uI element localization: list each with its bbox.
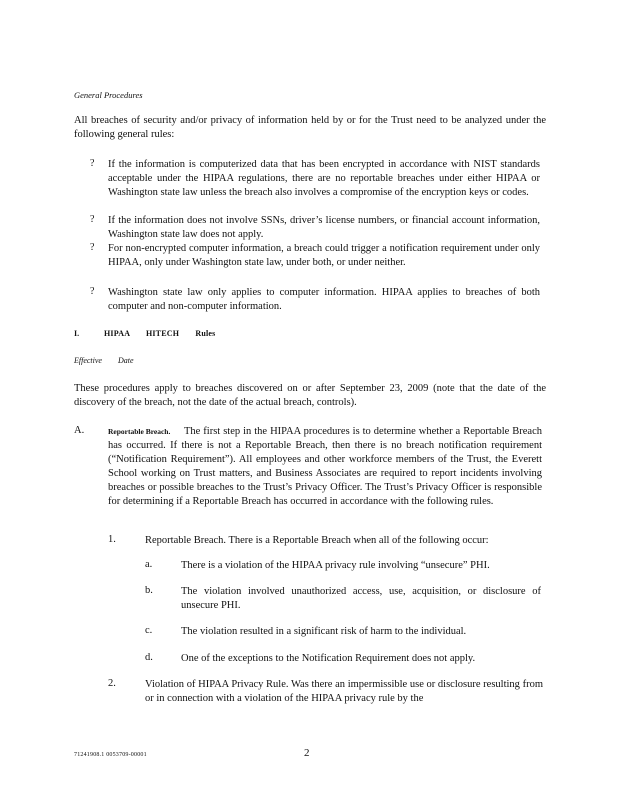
item-2-text: Violation of HIPAA Privacy Rule. Was there an impermissible use or disclosure resulting from or in connection with a violation of the HIPAA privacy rule by the: [145, 679, 543, 704]
bullet-icon: ?: [90, 158, 95, 169]
list-item: If the information does not involve SSNs, driver’s license numbers, or financial account information, Washington state law does not apply.: [108, 215, 540, 240]
bullet-icon: ?: [90, 286, 95, 297]
item-a-label: A.: [74, 425, 85, 436]
bullet-icon: ?: [90, 214, 95, 225]
sub-item-text: The violation resulted in a significant risk of harm to the individual.: [181, 626, 467, 637]
sub-item-text: One of the exceptions to the Notification Requirement does not apply.: [181, 653, 476, 664]
section-number: I.: [74, 329, 80, 338]
general-procedures-heading: General Procedures: [74, 90, 143, 100]
effective-date-heading: Effective Date: [74, 356, 134, 365]
sub-item-label: b.: [145, 585, 153, 596]
effective-date-text: These procedures apply to breaches discovered on or after September 23, 2009 (note that the date of the discovery of the breach, not the date of the actual breach, controls).: [74, 383, 546, 408]
list-item: If the information is computerized data that has been encrypted in accordance with NIST standards acceptable under the HIPAA regulations, there are no reportable breaches under either HIPAA or Washington state law unless the breach also involves a compromise of the encryption keys or codes.: [108, 159, 540, 198]
sub-item-text: The violation involved unauthorized access, use, acquisition, or disclosure of unsecure PHI.: [181, 586, 541, 611]
document-id: 71241908.1 0053709-00001: [74, 752, 147, 758]
list-item: For non-encrypted computer information, a breach could trigger a notification requirement under only HIPAA, only under Washington state law, under both, or under neither.: [108, 243, 540, 268]
sub-item-label: c.: [145, 625, 153, 636]
item-a-text: The first step in the HIPAA procedures is to determine whether a Reportable Breach has occurred. If there is not a Reportable Breach, then there is no breach notification requirement (“Notification Requirement”). All employees and other workforce members of the Trust, the Everett School working on Trust matters, and Business Associates are required to report incidents involving breaches or possible breaches to the Trust’s Privacy Officer. The Trust’s Privacy Officer is responsible for determining if a Reportable Breach has occurred in accordance with the following rules.: [108, 426, 542, 507]
sub-item-text: There is a violation of the HIPAA privacy rule involving “unsecure” PHI.: [181, 560, 490, 571]
item-2-label: 2.: [108, 678, 116, 689]
item-1-label: 1.: [108, 534, 116, 545]
item-1-text: Reportable Breach. There is a Reportable Breach when all of the following occur:: [145, 535, 489, 546]
general-procedures-intro: All breaches of security and/or privacy of information held by or for the Trust need to be analyzed under the following general rules:: [74, 115, 546, 140]
sub-item-label: d.: [145, 652, 153, 663]
sub-item-label: a.: [145, 559, 153, 570]
section-title: HIPAA HITECH Rules: [104, 329, 216, 338]
bullet-icon: ?: [90, 242, 95, 253]
page-number: 2: [304, 747, 310, 759]
item-a-title: Reportable Breach.: [108, 427, 174, 436]
list-item: Washington state law only applies to computer information. HIPAA applies to breaches of both computer and non-computer information.: [108, 287, 540, 312]
